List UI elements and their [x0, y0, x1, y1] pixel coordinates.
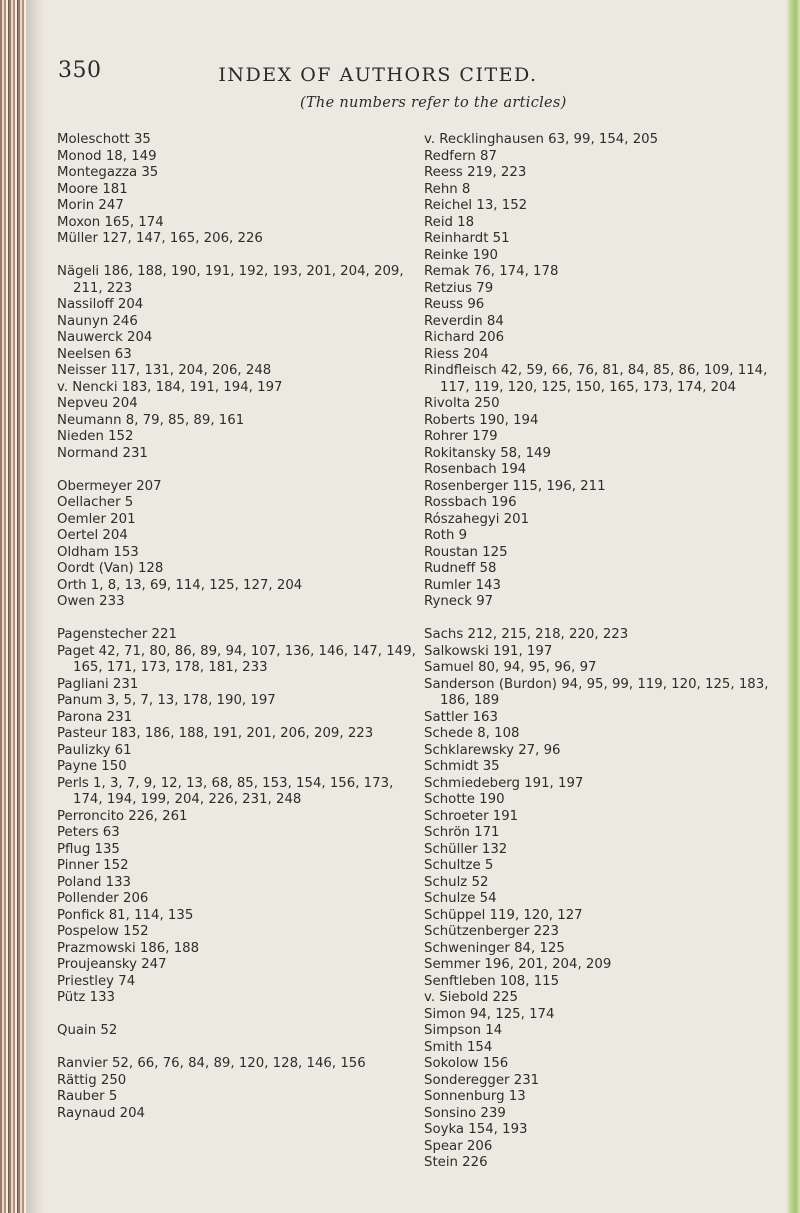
index-note: (The numbers refer to the articles): [300, 95, 567, 111]
index-entry: Reuss 96: [424, 297, 485, 312]
index-entry: Rószahegyi 201: [424, 511, 530, 527]
index-entry: Schüller 132: [424, 841, 508, 857]
index-entry: Pinner 152: [57, 858, 129, 873]
index-entry: Quain 52: [57, 1023, 118, 1038]
index-entry: Redfern 87: [424, 148, 497, 164]
index-entry: Rivolta 250: [424, 396, 500, 411]
letter-group-gap: [57, 1040, 419, 1057]
index-entry: Smith 154: [424, 1039, 493, 1055]
index-entry: Payne 150: [57, 759, 127, 774]
index-entry: Schweninger 84, 125: [424, 940, 565, 956]
index-entry: Sachs 212, 215, 218, 220, 223: [424, 627, 629, 642]
index-entry: v. Nencki 183, 184, 191, 194, 197: [57, 379, 283, 395]
index-entry: Normand 231: [57, 445, 148, 461]
index-entry: Sonderegger 231: [424, 1072, 540, 1088]
index-entry: Schulz 52: [424, 874, 489, 890]
index-entry: Rättig 250: [57, 1072, 127, 1088]
page-edge: [786, 0, 800, 1213]
index-entry: Obermeyer 207: [57, 478, 162, 494]
index-entry: Oordt (Van) 128: [57, 561, 164, 576]
index-column-right: [424, 132, 784, 1172]
index-entry: Reess 219, 223: [424, 165, 527, 180]
index-entry: Sokolow 156: [424, 1056, 509, 1071]
index-entry: Roustan 125: [424, 544, 508, 560]
index-entry: Pütz 133: [57, 990, 116, 1005]
index-entry: Moleschott 35: [57, 132, 151, 147]
gutter-shadow: [26, 0, 44, 1213]
index-entry: Reid 18: [424, 214, 475, 230]
letter-group-gap: [424, 611, 784, 628]
index-entry: Sattler 163: [424, 709, 498, 725]
index-entry: Roberts 190, 194: [424, 412, 539, 428]
index-entry: Reverdin 84: [424, 313, 504, 329]
index-entry: Spear 206: [424, 1138, 493, 1154]
index-entry: Schützenberger 223: [424, 924, 559, 939]
index-entry: Montegazza 35: [57, 165, 159, 180]
index-entry: Simon 94, 125, 174: [424, 1006, 555, 1022]
index-entry: v. Siebold 225: [424, 990, 518, 1005]
index-entry: Proujeansky 247: [57, 957, 167, 972]
index-entry: Moore 181: [57, 181, 128, 197]
index-entry: Simpson 14: [424, 1023, 503, 1038]
index-entry: Oellacher 5: [57, 495, 134, 510]
index-entry: Rumler 143: [424, 577, 501, 593]
index-entry: Neumann 8, 79, 85, 89, 161: [57, 412, 245, 428]
index-entry: Reichel 13, 152: [424, 198, 528, 213]
index-entry: Riess 204: [424, 346, 489, 362]
page-title: INDEX OF AUTHORS CITED.: [218, 64, 538, 86]
index-entry: Rossbach 196: [424, 495, 517, 510]
book-binding-edge: [0, 0, 26, 1213]
index-entry: v. Recklinghausen 63, 99, 154, 205: [424, 132, 659, 147]
index-entry: Parona 231: [57, 709, 133, 725]
index-entry: Panum 3, 5, 7, 13, 178, 190, 197: [57, 693, 276, 708]
index-entry: Rudneff 58: [424, 561, 497, 576]
index-column-left: [57, 132, 419, 1122]
index-entry: Neelsen 63: [57, 346, 132, 362]
index-entry: Samuel 80, 94, 95, 96, 97: [424, 660, 597, 675]
index-entry: Oldham 153: [57, 544, 139, 560]
index-entry: Retzius 79: [424, 280, 494, 296]
index-entry: Oemler 201: [57, 511, 136, 527]
index-entry: Rosenbach 194: [424, 462, 527, 477]
index-entry: Monod 18, 149: [57, 148, 157, 164]
index-entry: Soyka 154, 193: [424, 1122, 528, 1137]
index-entry: Pospelow 152: [57, 924, 149, 939]
index-entry: Schotte 190: [424, 792, 505, 807]
index-entry: Poland 133: [57, 874, 131, 890]
index-entry: Schmiedeberg 191, 197: [424, 775, 584, 791]
index-entry: Sanderson (Burdon) 94, 95, 99, 119, 120, 125, 183, 186, 189: [424, 676, 769, 708]
index-entry: Pollender 206: [57, 891, 149, 906]
index-entry: Roth 9: [424, 528, 468, 543]
index-entry: Senftleben 108, 115: [424, 973, 560, 989]
index-entry: Müller 127, 147, 165, 206, 226: [57, 231, 263, 246]
index-entry: Priestley 74: [57, 973, 136, 989]
index-entry: Remak 76, 174, 178: [424, 264, 559, 279]
index-entry: Rindfleisch 42, 59, 66, 76, 81, 84, 85, 86, 109, 114, 117, 119, 120, 125, 150, 165, 173, 174, 204: [424, 363, 768, 395]
index-entry: Morin 247: [57, 198, 124, 213]
index-entry: Schroeter 191: [424, 808, 519, 824]
index-entry: Salkowski 191, 197: [424, 643, 553, 659]
page-number: 350: [58, 58, 102, 83]
index-entry: Oertel 204: [57, 528, 128, 543]
index-entry: Schmidt 35: [424, 759, 500, 774]
letter-group-gap: [57, 248, 419, 265]
index-entry: Owen 233: [57, 594, 125, 609]
index-entry: Rauber 5: [57, 1089, 118, 1104]
index-entry: Schüppel 119, 120, 127: [424, 907, 583, 923]
index-entry: Nieden 152: [57, 429, 134, 444]
index-entry: Paulizky 61: [57, 742, 132, 758]
index-entry: Moxon 165, 174: [57, 214, 164, 230]
index-entry: Nägeli 186, 188, 190, 191, 192, 193, 201, 204, 209, 211, 223: [57, 264, 404, 296]
letter-group-gap: [57, 462, 419, 479]
index-entry: Nassiloff 204: [57, 297, 144, 312]
index-entry: Prazmowski 186, 188: [57, 940, 200, 956]
index-entry: Pagliani 231: [57, 676, 139, 692]
index-entry: Schultze 5: [424, 858, 494, 873]
index-entry: Rosenberger 115, 196, 211: [424, 478, 606, 494]
index-entry: Raynaud 204: [57, 1105, 146, 1121]
index-entry: Naunyn 246: [57, 313, 138, 329]
index-entry: Sonsino 239: [424, 1105, 506, 1121]
index-entry: Pflug 135: [57, 841, 120, 857]
index-entry: Schulze 54: [424, 891, 497, 906]
index-entry: Rohrer 179: [424, 429, 498, 444]
index-entry: Semmer 196, 201, 204, 209: [424, 957, 612, 972]
index-entry: Ryneck 97: [424, 594, 494, 609]
letter-group-gap: [57, 611, 419, 628]
letter-group-gap: [57, 1007, 419, 1024]
index-entry: Orth 1, 8, 13, 69, 114, 125, 127, 204: [57, 577, 303, 593]
index-entry: Pagenstecher 221: [57, 627, 177, 642]
index-entry: Perls 1, 3, 7, 9, 12, 13, 68, 85, 153, 154, 156, 173, 174, 194, 199, 204, 226, 231, 248: [57, 775, 394, 807]
index-entry: Stein 226: [424, 1155, 488, 1170]
index-entry: Nauwerck 204: [57, 330, 153, 345]
index-entry: Schklarewsky 27, 96: [424, 742, 561, 758]
index-entry: Perroncito 226, 261: [57, 808, 188, 824]
index-entry: Neisser 117, 131, 204, 206, 248: [57, 363, 272, 378]
index-entry: Pasteur 183, 186, 188, 191, 201, 206, 209, 223: [57, 726, 374, 741]
index-entry: Rehn 8: [424, 181, 471, 197]
index-entry: Schede 8, 108: [424, 726, 520, 741]
index-entry: Nepveu 204: [57, 396, 138, 411]
index-entry: Rokitansky 58, 149: [424, 445, 551, 461]
index-entry: Ranvier 52, 66, 76, 84, 89, 120, 128, 146, 156: [57, 1056, 366, 1071]
index-entry: Reinke 190: [424, 247, 498, 263]
index-entry: Ponfick 81, 114, 135: [57, 907, 194, 923]
index-entry: Richard 206: [424, 330, 505, 345]
index-entry: Sonnenburg 13: [424, 1089, 526, 1104]
index-entry: Reinhardt 51: [424, 231, 510, 246]
index-entry: Peters 63: [57, 825, 120, 840]
index-entry: Paget 42, 71, 80, 86, 89, 94, 107, 136, 146, 147, 149, 165, 171, 173, 178, 181, 233: [57, 643, 416, 675]
index-entry: Schrön 171: [424, 825, 500, 840]
